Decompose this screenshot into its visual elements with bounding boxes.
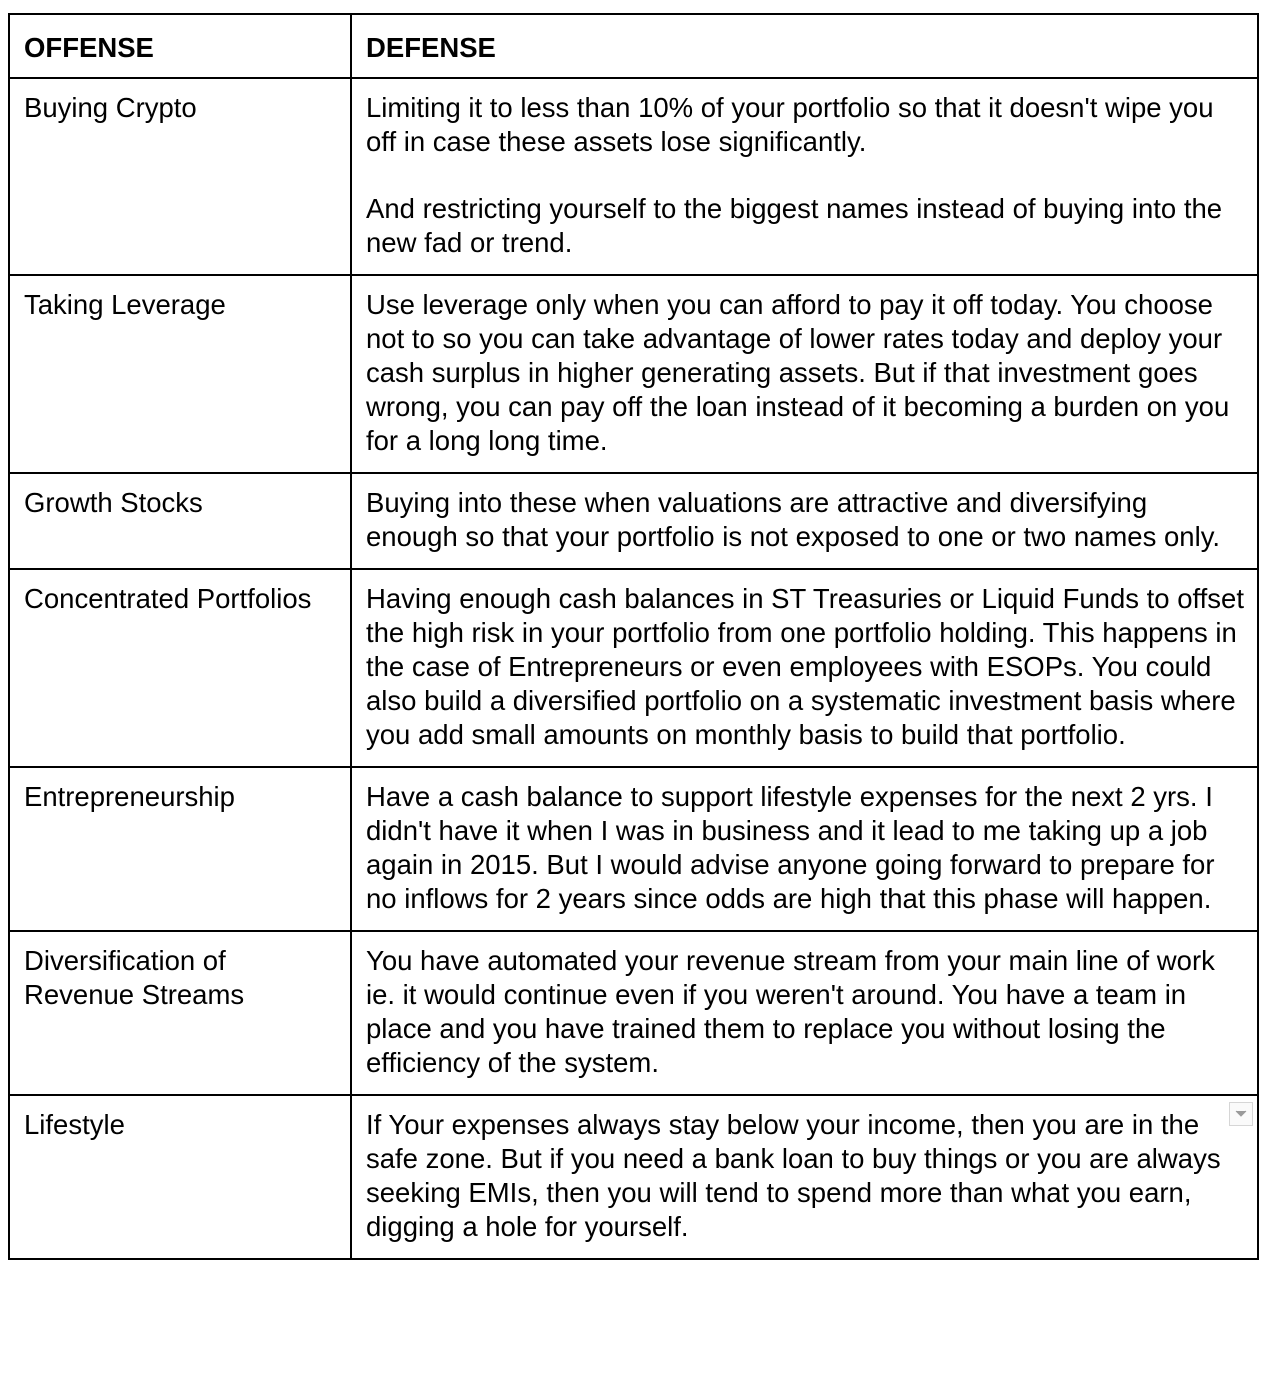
- header-offense: OFFENSE: [9, 14, 351, 78]
- defense-cell: [351, 473, 1258, 569]
- defense-cell: [351, 569, 1258, 767]
- defense-paragraph: Have a cash balance to support lifestyle expenses for the next 2 yrs. I didn't have it when I was in business and it lead to me taking up a job again in 2015. But I would advise anyone going forward to prepare for no inflows for 2 years since odds are high that this phase will happen.: [366, 781, 1215, 914]
- defense-cell: [351, 1095, 1258, 1259]
- offense-cell: Diversification of Revenue Streams: [9, 931, 351, 1095]
- defense-paragraph: Use leverage only when you can afford to pay it off today. You choose not to so you can take advantage of lower rates today and deploy your cash surplus in higher generating assets. But if that investment goes wrong, you can pay off the loan instead of it becoming a burden on you for a long long time.: [366, 289, 1230, 456]
- offense-defense-table: [8, 13, 1259, 1260]
- defense-paragraph: Having enough cash balances in ST Treasuries or Liquid Funds to offset the high risk in your portfolio from one portfolio holding. This happens in the case of Entrepreneurs or even employees with ESOPs. You could also build a diversified portfolio on a systematic investment basis where you add small amounts on monthly basis to build that portfolio.: [366, 583, 1244, 750]
- table-row: [9, 767, 1258, 931]
- offense-cell: Growth Stocks: [9, 473, 351, 569]
- offense-cell: Taking Leverage: [9, 275, 351, 473]
- table-row: [9, 1095, 1258, 1259]
- defense-paragraph: You have automated your revenue stream from your main line of work ie. it would continue even if you weren't around. You have a team in place and you have trained them to replace you without losing the efficiency of the system.: [366, 945, 1215, 1078]
- offense-cell: Entrepreneurship: [9, 767, 351, 931]
- table-row: [9, 78, 1258, 275]
- header-row: [9, 14, 1258, 78]
- offense-cell: Lifestyle: [9, 1095, 351, 1259]
- chevron-down-icon-glyph: [1235, 1110, 1247, 1118]
- table-row: [9, 275, 1258, 473]
- table-row: [9, 473, 1258, 569]
- offense-cell: Concentrated Portfolios: [9, 569, 351, 767]
- defense-paragraph: And restricting yourself to the biggest names instead of buying into the new fad or trend.: [366, 193, 1223, 258]
- defense-cell: [351, 931, 1258, 1095]
- defense-cell: [351, 767, 1258, 931]
- defense-paragraph: Buying into these when valuations are attractive and diversifying enough so that your portfolio is not exposed to one or two names only.: [366, 487, 1221, 552]
- defense-cell: [351, 78, 1258, 275]
- chevron-down-icon[interactable]: [1229, 1102, 1253, 1126]
- defense-paragraph: If Your expenses always stay below your income, then you are in the safe zone. But if you need a bank loan to buy things or you are always seeking EMIs, then you will tend to spend more than what you earn, digging a hole for yourself.: [366, 1109, 1221, 1242]
- table-row: [9, 569, 1258, 767]
- offense-cell: Buying Crypto: [9, 78, 351, 275]
- table-row: [9, 931, 1258, 1095]
- offense-defense-table-container: [8, 13, 1257, 1260]
- defense-cell: [351, 275, 1258, 473]
- header-defense: DEFENSE: [351, 14, 1258, 78]
- defense-paragraph: Limiting it to less than 10% of your portfolio so that it doesn't wipe you off in case these assets lose significantly.: [366, 92, 1214, 157]
